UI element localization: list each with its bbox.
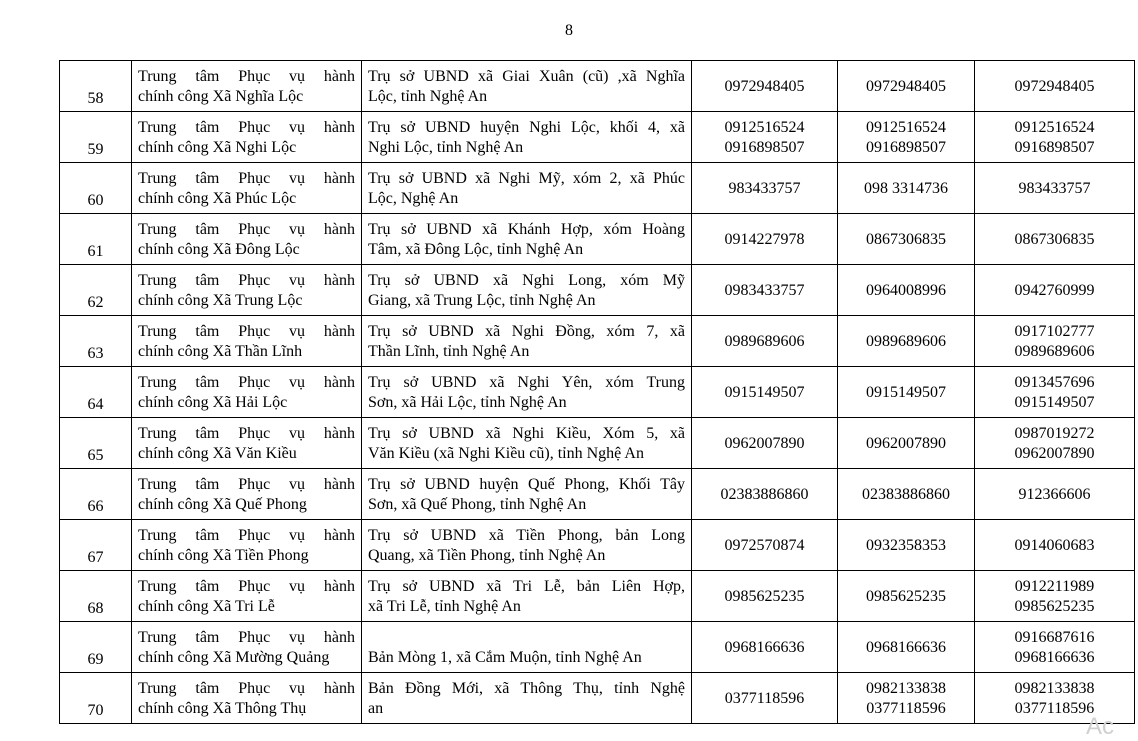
center-address-line: an [368, 700, 384, 717]
center-address-line: Giang, xã Trung Lộc, tỉnh Nghệ An [368, 292, 596, 309]
center-address-line: Sơn, xã Quế Phong, tỉnh Nghệ An [368, 496, 587, 513]
phone-1 [692, 520, 838, 571]
phone-1 [692, 418, 838, 469]
center-name-line: chính công Xã Quế Phong [138, 496, 307, 513]
phone-1 [692, 469, 838, 520]
table-row [60, 622, 1135, 673]
phone-2-line: 0912516524 [866, 119, 946, 136]
center-name [132, 469, 362, 520]
center-name-line: Trung tâm Phục vụ hành [138, 170, 355, 187]
table-row [60, 265, 1135, 316]
row-number: 60 [60, 163, 132, 214]
phone-2-line: 0867306835 [866, 231, 946, 248]
center-name-line: chính công Xã Nghi Lộc [138, 139, 297, 156]
row-number: 58 [60, 61, 132, 112]
row-number: 70 [60, 673, 132, 724]
table-row [60, 520, 1135, 571]
phone-1-line: 0912516524 [724, 119, 805, 136]
phone-2-line: 098 3314736 [864, 180, 948, 197]
center-address [362, 112, 692, 163]
table-row [60, 61, 1135, 112]
phone-2-line: 0985625235 [866, 588, 946, 605]
phone-2 [838, 112, 975, 163]
phone-2 [838, 418, 975, 469]
phone-3 [975, 112, 1135, 163]
phone-1-line: 02383886860 [720, 486, 809, 503]
table-row [60, 673, 1135, 724]
center-address-line: Trụ sở UBND xã Khánh Hợp, xóm Hoàng [368, 221, 685, 238]
phone-2 [838, 571, 975, 622]
center-address-line: Trụ sở UBND xã Giai Xuân (cũ) ,xã Nghĩa [368, 68, 685, 85]
phone-1 [692, 265, 838, 316]
phone-3-line: 0982133838 [1014, 680, 1095, 697]
center-address [362, 418, 692, 469]
phone-3-line: 0914060683 [1014, 537, 1095, 554]
center-address [362, 520, 692, 571]
center-address-line [368, 628, 685, 648]
phone-2 [838, 214, 975, 265]
phone-3-line: 0916687616 [1014, 629, 1095, 646]
watermark-text: Ac [1085, 713, 1114, 740]
center-address-line: Trụ sở UBND xã Nghi Long, xóm Mỹ [368, 272, 685, 289]
phone-3-line: 0917102777 [1014, 323, 1095, 340]
row-number: 63 [60, 316, 132, 367]
center-name-line: chính công Xã Nghĩa Lộc [138, 88, 304, 105]
center-name-line: Trung tâm Phục vụ hành [138, 578, 355, 595]
center-name [132, 265, 362, 316]
phone-1 [692, 316, 838, 367]
center-address [362, 61, 692, 112]
phone-3-line: 0985625235 [1014, 598, 1095, 615]
phone-1 [692, 571, 838, 622]
phone-1-line: 0914227978 [724, 231, 805, 248]
center-address [362, 673, 692, 724]
center-address-line: Sơn, xã Hải Lộc, tỉnh Nghệ An [368, 394, 567, 411]
center-address [362, 265, 692, 316]
phone-1-line: 983433757 [728, 180, 801, 197]
center-address-line: Trụ sở UBND huyện Quế Phong, Khối Tây [368, 476, 685, 493]
phone-1 [692, 673, 838, 724]
phone-3-line: 0972948405 [1014, 78, 1095, 95]
table-row [60, 112, 1135, 163]
phone-2-line: 0964008996 [866, 282, 946, 299]
center-address [362, 214, 692, 265]
center-name-line: chính công Xã Tiền Phong [138, 547, 309, 564]
phone-2-line: 0377118596 [866, 700, 946, 717]
center-name-line: chính công Xã Mường Quảng [138, 649, 330, 666]
phone-2-line: 0989689606 [866, 333, 946, 350]
center-name-line: chính công Xã Đông Lộc [138, 241, 300, 258]
center-name-line: chính công Xã Hải Lộc [138, 394, 288, 411]
center-address-line: xã Tri Lễ, tỉnh Nghệ An [368, 598, 521, 615]
table-row [60, 163, 1135, 214]
table-body [60, 61, 1135, 724]
center-address [362, 316, 692, 367]
phone-3-line: 0915149507 [1014, 394, 1095, 411]
phone-3-line: 912366606 [1018, 486, 1091, 503]
center-name [132, 622, 362, 673]
center-name [132, 61, 362, 112]
center-address-line: Lộc, tỉnh Nghệ An [368, 88, 488, 105]
phone-3-line: 0916898507 [1014, 139, 1095, 156]
phone-3-line: 0942760999 [1014, 282, 1095, 299]
phone-1-line: 0985625235 [724, 588, 805, 605]
phone-2 [838, 520, 975, 571]
phone-3-line: 0962007890 [1014, 445, 1095, 462]
phone-2 [838, 61, 975, 112]
center-name-line: chính công Xã Văn Kiều [138, 445, 297, 462]
center-name-line: Trung tâm Phục vụ hành [138, 119, 355, 136]
phone-3-line: 0867306835 [1014, 231, 1095, 248]
center-address [362, 571, 692, 622]
phone-3-line: 0989689606 [1014, 343, 1095, 360]
phone-3-line: 0912516524 [1014, 119, 1095, 136]
center-address-line: Trụ sở UBND xã Nghi Đồng, xóm 7, xã [368, 323, 685, 340]
center-name-line: chính công Xã Phúc Lộc [138, 190, 297, 207]
phone-1 [692, 163, 838, 214]
phone-3-line: 0377118596 [1014, 700, 1095, 717]
phone-3 [975, 469, 1135, 520]
phone-3-line: 983433757 [1018, 180, 1091, 197]
table-row [60, 418, 1135, 469]
center-address [362, 622, 692, 673]
phone-1-line: 0972948405 [724, 78, 805, 95]
center-name [132, 520, 362, 571]
center-name [132, 571, 362, 622]
phone-1 [692, 61, 838, 112]
phone-2-line: 0932358353 [866, 537, 946, 554]
center-address [362, 367, 692, 418]
phone-1-line: 0962007890 [724, 435, 805, 452]
center-address-line: Trụ sở UBND xã Nghi Yên, xóm Trung [368, 374, 685, 391]
center-name-line: chính công Xã Thần Lĩnh [138, 343, 303, 360]
table-row [60, 367, 1135, 418]
page-number: 8 [565, 22, 573, 39]
phone-1-line: 0377118596 [724, 690, 805, 707]
phone-2 [838, 265, 975, 316]
phone-2-line: 02383886860 [862, 486, 950, 503]
center-name-line: Trung tâm Phục vụ hành [138, 374, 355, 391]
phone-3 [975, 265, 1135, 316]
center-name-line: chính công Xã Tri Lễ [138, 598, 275, 615]
phone-2-line: 0982133838 [866, 680, 946, 697]
phone-2 [838, 622, 975, 673]
row-number: 64 [60, 367, 132, 418]
center-address-line: Văn Kiều (xã Nghi Kiều cũ), tỉnh Nghệ An [368, 445, 644, 462]
center-name-line: chính công Xã Trung Lộc [138, 292, 303, 309]
phone-2 [838, 469, 975, 520]
phone-2-line: 0962007890 [866, 435, 946, 452]
center-address-line: Tâm, xã Đông Lộc, tỉnh Nghệ An [368, 241, 584, 258]
row-number: 67 [60, 520, 132, 571]
phone-1-line: 0968166636 [724, 639, 805, 656]
center-address [362, 163, 692, 214]
phone-2-line: 0916898507 [866, 139, 946, 156]
phone-2-line: 0915149507 [866, 384, 946, 401]
row-number: 62 [60, 265, 132, 316]
phone-3 [975, 214, 1135, 265]
center-name [132, 112, 362, 163]
table-row [60, 316, 1135, 367]
phone-1-line: 0983433757 [724, 282, 805, 299]
phone-1 [692, 214, 838, 265]
phone-1-line: 0989689606 [724, 333, 805, 350]
phone-1-line: 0972570874 [724, 537, 805, 554]
center-name [132, 673, 362, 724]
row-number: 68 [60, 571, 132, 622]
center-name-line: Trung tâm Phục vụ hành [138, 272, 355, 289]
center-name-line: chính công Xã Thông Thụ [138, 700, 307, 717]
row-number: 59 [60, 112, 132, 163]
phone-3 [975, 163, 1135, 214]
phone-1 [692, 367, 838, 418]
row-number: 69 [60, 622, 132, 673]
center-address [362, 469, 692, 520]
center-address-line: Quang, xã Tiền Phong, tỉnh Nghệ An [368, 547, 606, 564]
center-address-line: Trụ sở UBND huyện Nghi Lộc, khối 4, xã [368, 119, 685, 136]
center-name [132, 316, 362, 367]
table-row [60, 214, 1135, 265]
phone-1 [692, 112, 838, 163]
center-name [132, 214, 362, 265]
center-name [132, 367, 362, 418]
center-name-line: Trung tâm Phục vụ hành [138, 68, 355, 85]
center-name-line: Trung tâm Phục vụ hành [138, 476, 355, 493]
table-row [60, 469, 1135, 520]
center-address-line: Bản Mòng 1, xã Cắm Muộn, tỉnh Nghệ An [368, 649, 642, 666]
phone-3 [975, 571, 1135, 622]
row-number: 65 [60, 418, 132, 469]
phone-3-line: 0987019272 [1014, 425, 1095, 442]
center-address-line: Nghi Lộc, tỉnh Nghệ An [368, 139, 524, 156]
phone-2-line: 0972948405 [866, 78, 946, 95]
phone-3 [975, 520, 1135, 571]
phone-2 [838, 367, 975, 418]
center-address-line: Trụ sở UBND xã Tri Lễ, bản Liên Hợp, [368, 578, 685, 595]
phone-2 [838, 316, 975, 367]
phone-3-line: 0912211989 [1014, 578, 1095, 595]
phone-2-line: 0968166636 [866, 639, 946, 656]
center-address-line: Lộc, Nghệ An [368, 190, 459, 207]
center-address-line: Trụ sở UBND xã Nghi Mỹ, xóm 2, xã Phúc [368, 170, 685, 187]
center-name [132, 418, 362, 469]
row-number: 66 [60, 469, 132, 520]
center-name-line: Trung tâm Phục vụ hành [138, 680, 355, 697]
phone-1-line: 0916898507 [724, 139, 805, 156]
phone-3-line: 0913457696 [1014, 374, 1095, 391]
service-center-table [59, 60, 1135, 724]
center-name-line: Trung tâm Phục vụ hành [138, 527, 355, 544]
phone-3 [975, 622, 1135, 673]
row-number: 61 [60, 214, 132, 265]
center-address-line: Trụ sở UBND xã Tiền Phong, bản Long [368, 527, 685, 544]
center-name-line: Trung tâm Phục vụ hành [138, 629, 355, 646]
phone-3 [975, 316, 1135, 367]
table-row [60, 571, 1135, 622]
center-address-line: Thần Lĩnh, tỉnh Nghệ An [368, 343, 530, 360]
center-name [132, 163, 362, 214]
phone-2 [838, 673, 975, 724]
phone-3 [975, 418, 1135, 469]
center-address-line: Bản Đồng Mới, xã Thông Thụ, tỉnh Nghệ [368, 680, 685, 697]
center-name-line: Trung tâm Phục vụ hành [138, 425, 355, 442]
phone-1 [692, 622, 838, 673]
phone-2 [838, 163, 975, 214]
center-address-line: Trụ sở UBND xã Nghi Kiều, Xóm 5, xã [368, 425, 685, 442]
phone-3-line: 0968166636 [1014, 649, 1095, 666]
phone-3 [975, 61, 1135, 112]
phone-3 [975, 367, 1135, 418]
center-name-line: Trung tâm Phục vụ hành [138, 323, 355, 340]
phone-1-line: 0915149507 [724, 384, 805, 401]
center-name-line: Trung tâm Phục vụ hành [138, 221, 355, 238]
